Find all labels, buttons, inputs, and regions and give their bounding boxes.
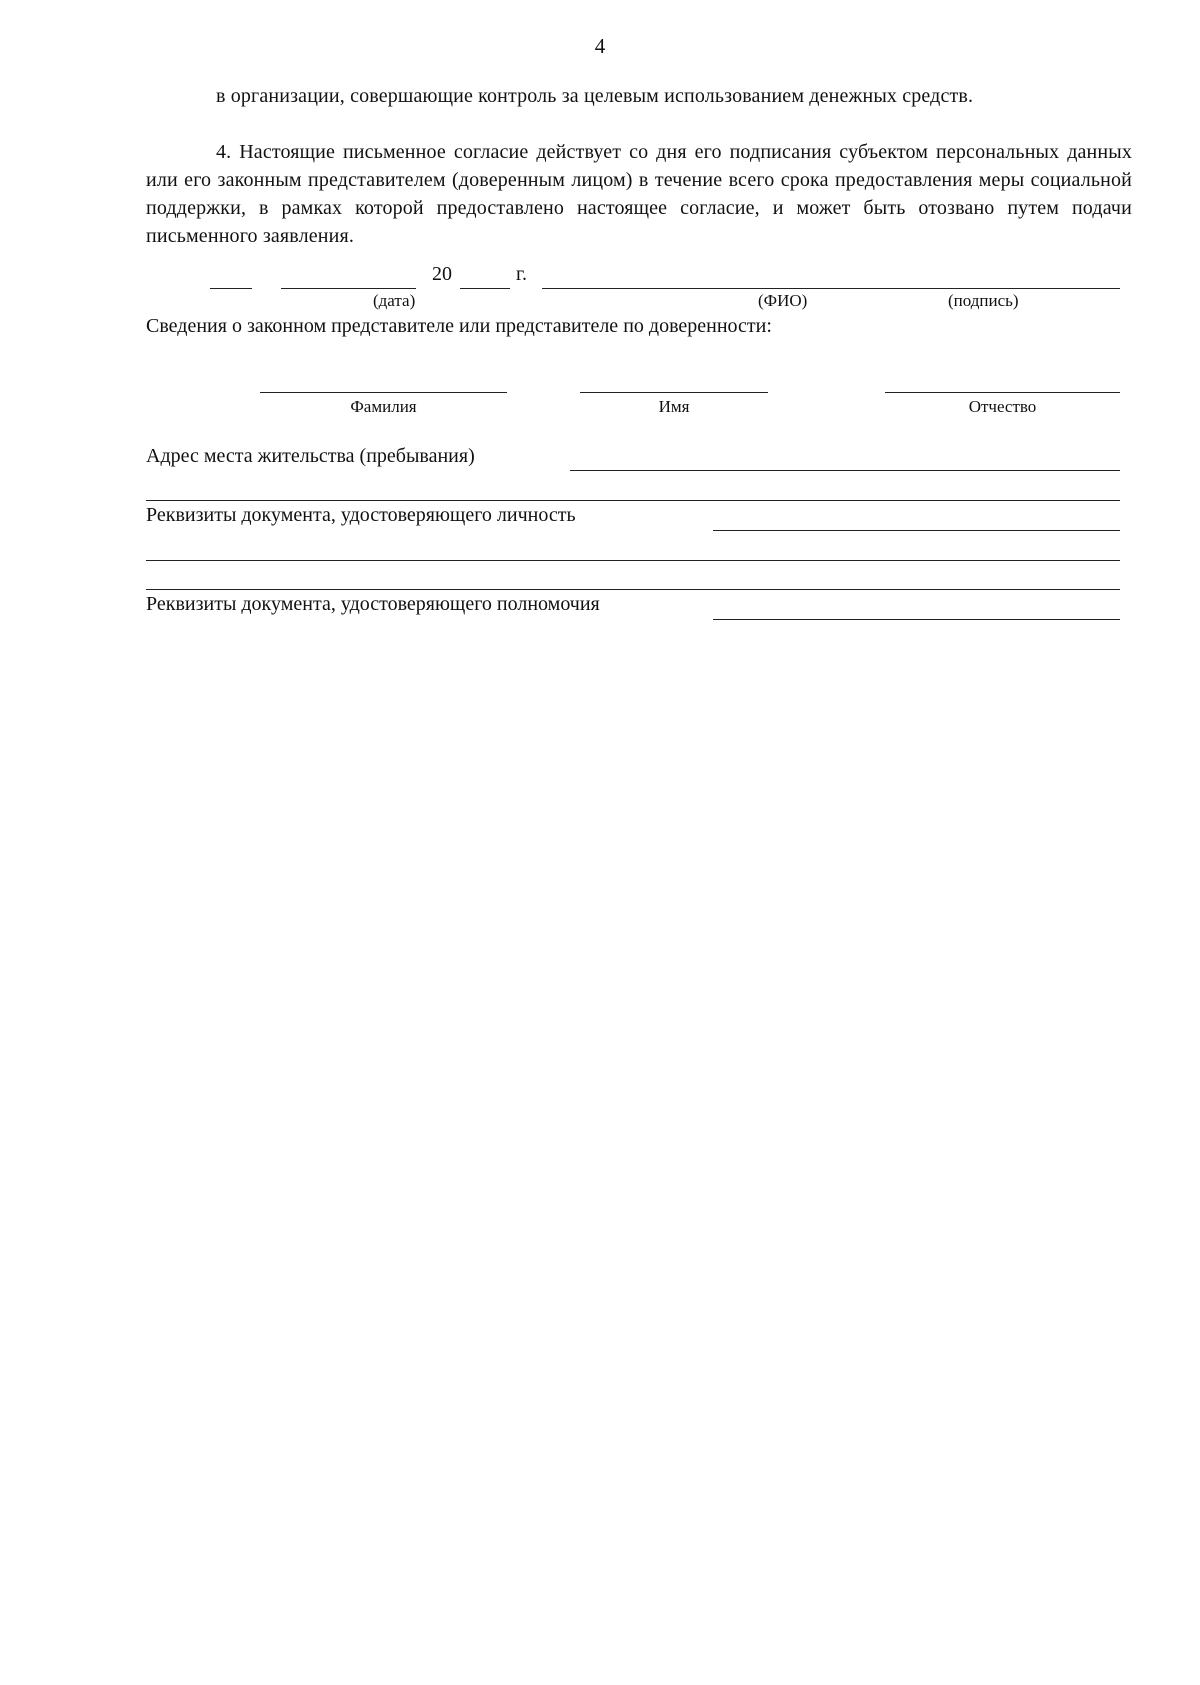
name-label: Имя (658, 397, 690, 416)
caption-signature: (подпись) (948, 291, 1019, 310)
year-suffix: г. (516, 263, 527, 285)
paragraph-4 (146, 138, 1132, 250)
identity-doc-field-line-2[interactable] (146, 560, 1120, 561)
patronymic-field[interactable] (885, 392, 1120, 393)
patronymic-label: Отчество (968, 397, 1037, 416)
identity-doc-field[interactable] (713, 530, 1120, 531)
year-field[interactable] (460, 288, 510, 289)
name-field[interactable] (580, 392, 768, 393)
paragraph-continued-text: в организации, совершающие контроль за целевым использованием денежных средств. (216, 85, 974, 107)
address-field-continuation[interactable] (146, 500, 1120, 501)
caption-fio: (ФИО) (758, 291, 808, 310)
day-field[interactable] (210, 288, 252, 289)
surname-field[interactable] (260, 392, 507, 393)
paragraph-continued (146, 82, 1132, 110)
address-field[interactable] (570, 470, 1120, 471)
year-prefix: 20 (432, 263, 452, 285)
caption-date: (дата) (373, 291, 416, 310)
identity-doc-field-line-3[interactable] (146, 589, 1120, 590)
fio-signature-field[interactable] (542, 288, 1120, 289)
authority-doc-label: Реквизиты документа, удостоверяющего полномочия (146, 593, 600, 615)
month-field[interactable] (281, 288, 416, 289)
address-label: Адрес места жительства (пребывания) (146, 445, 475, 467)
representative-heading: Сведения о законном представителе или представителе по доверенности: (146, 315, 772, 337)
identity-doc-label: Реквизиты документа, удостоверяющего личность (146, 504, 576, 526)
paragraph-4-text: 4. Настоящие письменное согласие действует со дня его подписания субъектом персональных данных или его законным представителем (доверенным лицом) в течение всего срока предоставления меры социальной поддержки, в рамках которой предоставлено настоящее согласие, и может быть отозвано путем подачи письменного заявления. (146, 141, 1132, 247)
surname-label: Фамилия (350, 397, 417, 416)
authority-doc-field[interactable] (713, 619, 1120, 620)
page-number: 4 (594, 34, 606, 58)
